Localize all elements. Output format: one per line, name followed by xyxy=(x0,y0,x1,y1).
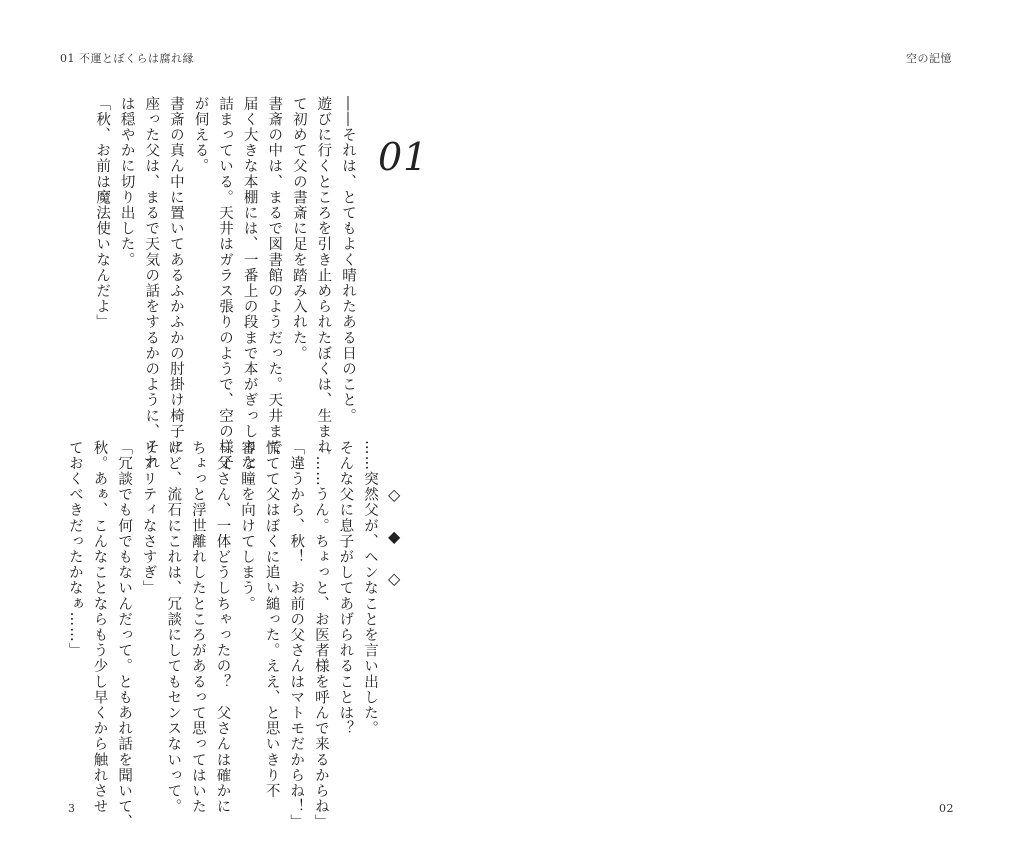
text-line: 遊びに行くところを引き止められたぼくは、生まれ xyxy=(315,96,332,455)
text-line: ちょっと浮世離れしたところがあるって思ってはいた xyxy=(189,440,206,815)
text-line: 秋。あぁ、こんなことならもう少し早くから触れさせ xyxy=(91,440,108,815)
text-line: 書斎の中は、まるで図書館のようだった。天井まで xyxy=(266,96,283,455)
text-line: 「秋、お前は魔法使いなんだよ」 xyxy=(94,96,111,330)
running-header-book-title: 空の記憶 xyxy=(906,52,952,65)
text-line: 審な瞳を向けてしまう。 xyxy=(239,440,256,612)
hollow-diamond-icon: ◇ xyxy=(388,485,401,504)
text-line: そんな父に息子がしてあげられることは？ xyxy=(337,440,354,737)
text-line: ……突然父が、ヘンなことを言い出した。 xyxy=(362,440,378,737)
chapter-number: 01 xyxy=(378,135,429,179)
text-line: 「冗談でも何でもないんだって。ともあれ話を聞いて、 xyxy=(116,440,133,830)
running-header-chapter-title: 01 不運とぼくらは腐れ縁 xyxy=(60,52,194,65)
text-line: は穏やかに切り出した。 xyxy=(118,96,135,268)
text-line: 届く大きな本棚には、一番上の段まで本がぎっしりと xyxy=(241,96,258,471)
text-line: 座った父は、まるで天気の話をするかのように、それ xyxy=(143,96,160,471)
text-line: リアリティなさすぎ」 xyxy=(140,440,157,596)
text-line: が伺える。 xyxy=(192,96,209,174)
page-number-left: 3 xyxy=(68,802,76,815)
filled-diamond-icon: ◆ xyxy=(388,527,401,546)
text-line: 書斎の真ん中に置いてあるふかふかの肘掛け椅子に xyxy=(167,96,184,455)
text-line: 「違うから、秋！ お前の父さんはマトモだからね！」 xyxy=(288,440,305,830)
text-line: 詰まっている。天井はガラス張りのようで、空の様子 xyxy=(217,96,234,471)
scene-break-ornament xyxy=(388,484,400,610)
text-line: ――それは、とてもよく晴れたある日のこと。 xyxy=(340,96,356,424)
upper-text-block xyxy=(89,96,360,471)
text-line: ておくべきだったかなぁ……」 xyxy=(66,440,83,659)
hollow-diamond-icon: ◇ xyxy=(388,569,401,588)
text-line: て初めて父の書斎に足を踏み入れた。 xyxy=(290,96,307,362)
page-number-right: 02 xyxy=(939,802,954,815)
lower-text-block xyxy=(62,440,382,830)
text-line: けど、流石にこれは、冗談にしてもセンスないって。 xyxy=(165,440,182,815)
text-line: 「……うん。ちょっと、お医者様を呼んで来るからね」 xyxy=(312,440,329,830)
text-line: 慌てて父はぼくに追い縋った。ええ、と思いきり不 xyxy=(263,440,280,799)
text-line: 「父さん、一体どうしちゃったの？ 父さんは確かに xyxy=(214,440,231,815)
